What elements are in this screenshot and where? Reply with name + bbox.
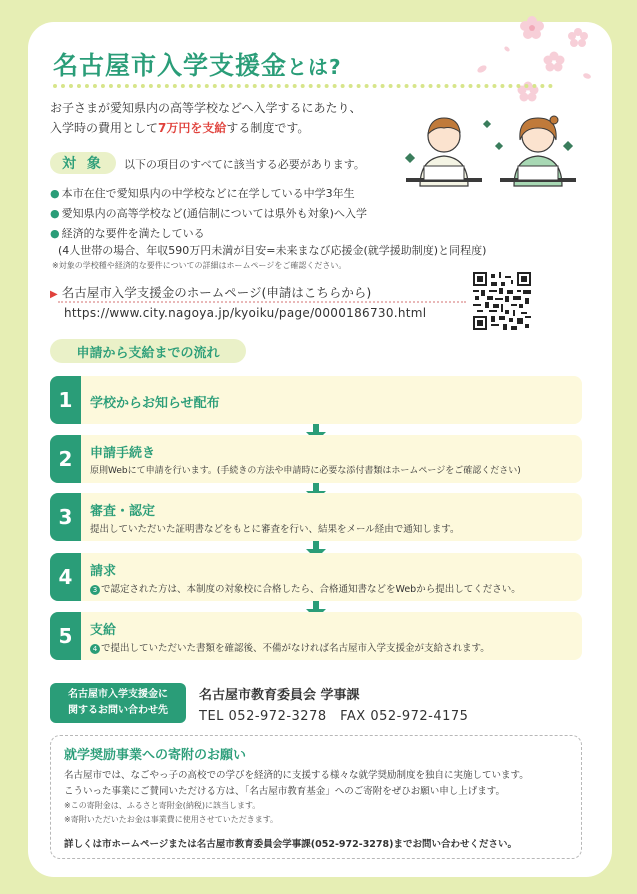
page-title: 名古屋市入学支援金とは? [53, 51, 342, 80]
donation-text-1: 名古屋市では、なごやっ子の高校での学びを経済的に支援する様々な就学奨励制度を独自に実施しています。 [64, 770, 529, 781]
donation-closing: 詳しくは市ホームページまたは名古屋市教育委員会学事課(052-972-3278)までお問い合わせください。 [64, 839, 517, 850]
step-number: 2 [50, 435, 81, 483]
intro-line-1: お子さまが愛知県内の高等学校などへ入学するにあたり、 [50, 101, 362, 115]
target-note: ※対象の学校種や経済的な要件についての詳細はホームページをご確認ください。 [52, 261, 347, 270]
step-description: 提出していただいた証明書などをもとに審査を行い、結果をメール経由で通知します。 [90, 524, 460, 535]
students-illustration [396, 106, 586, 198]
flow-step-3 [50, 493, 582, 541]
flow-step-2 [50, 435, 582, 483]
homepage-title: ▶ 名古屋市入学支援金のホームページ(申請はこちらから) [50, 285, 372, 300]
flow-label: 申請から支給までの流れ [50, 339, 246, 363]
target-item-3: ● 経済的な要件を満たしている [50, 227, 205, 240]
step-ref-badge: 4 [90, 644, 100, 654]
intro-line-2: 入学時の費用として7万円を支給する制度です。 [50, 121, 310, 135]
qr-code-icon[interactable] [473, 272, 531, 330]
flow-step-4 [50, 553, 582, 601]
amount-highlight: 7万円を支給 [158, 121, 227, 135]
target-item-2: ● 愛知県内の高等学校など(通信制については県外も対象)へ入学 [50, 207, 367, 220]
step-title: 学校からお知らせ配布 [90, 396, 220, 411]
donation-text-2: こういった事業にご賛同いただける方は、「名古屋市教育基金」へのご寄附をぜひお願い申し上げます。 [64, 786, 505, 797]
flow-step-5 [50, 612, 582, 660]
donation-title: 就学奨励事業への寄附のお願い [64, 748, 247, 763]
homepage-underline [58, 301, 466, 303]
target-label: 対 象 [50, 152, 116, 174]
target-description: 以下の項目のすべてに該当する必要があります。 [124, 158, 365, 171]
step-description: 3 で認定された方は、本制度の対象校に合格したら、合格通知書などをWebから提出してください。 [90, 581, 521, 595]
step-number: 1 [50, 376, 81, 424]
target-item-1: ● 本市在住で愛知県内の中学校などに在学している中学3年生 [50, 187, 355, 200]
step-number: 5 [50, 612, 81, 660]
donation-note-1: ※この寄附金は、ふるさと寄附金(納税)に該当します。 [64, 801, 261, 810]
title-underline [53, 84, 553, 88]
page-title-suffix: とは? [287, 55, 342, 79]
step-ref-badge: 3 [90, 585, 100, 595]
sakura-flower-icon [462, 14, 612, 104]
step-title: 審査・認定 [90, 504, 156, 519]
step-number: 4 [50, 553, 81, 601]
target-sub-item: (4人世帯の場合、年収590万円未満が目安=未来まなび応援金(就学援助制度)と同程度) [58, 244, 487, 257]
step-title: 支給 [90, 623, 117, 638]
step-description: 4 で提出していただいた書類を確認後、不備がなければ名古屋市入学支援金が支給されます。 [90, 640, 490, 654]
contact-label: 名古屋市入学支援金に 関するお問い合わせ先 [50, 683, 186, 723]
step-number: 3 [50, 493, 81, 541]
flow-step-1 [50, 376, 582, 424]
step-title: 申請手続き [90, 446, 156, 461]
contact-phone-fax: TEL 052-972-3278 FAX 052-972-4175 [199, 709, 469, 724]
step-title: 請求 [90, 564, 117, 579]
homepage-url-link[interactable]: https://www.city.nagoya.jp/kyoiku/page/0000186730.html [64, 306, 427, 320]
step-description: 原則Webにて申請を行います。(手続きの方法や申請時に必要な添付書類はホームページをご確認ください) [90, 466, 521, 476]
contact-organization: 名古屋市教育委員会 学事課 [199, 688, 360, 703]
donation-note-2: ※寄附いただいたお金は事業費に使用させていただきます。 [64, 815, 279, 824]
